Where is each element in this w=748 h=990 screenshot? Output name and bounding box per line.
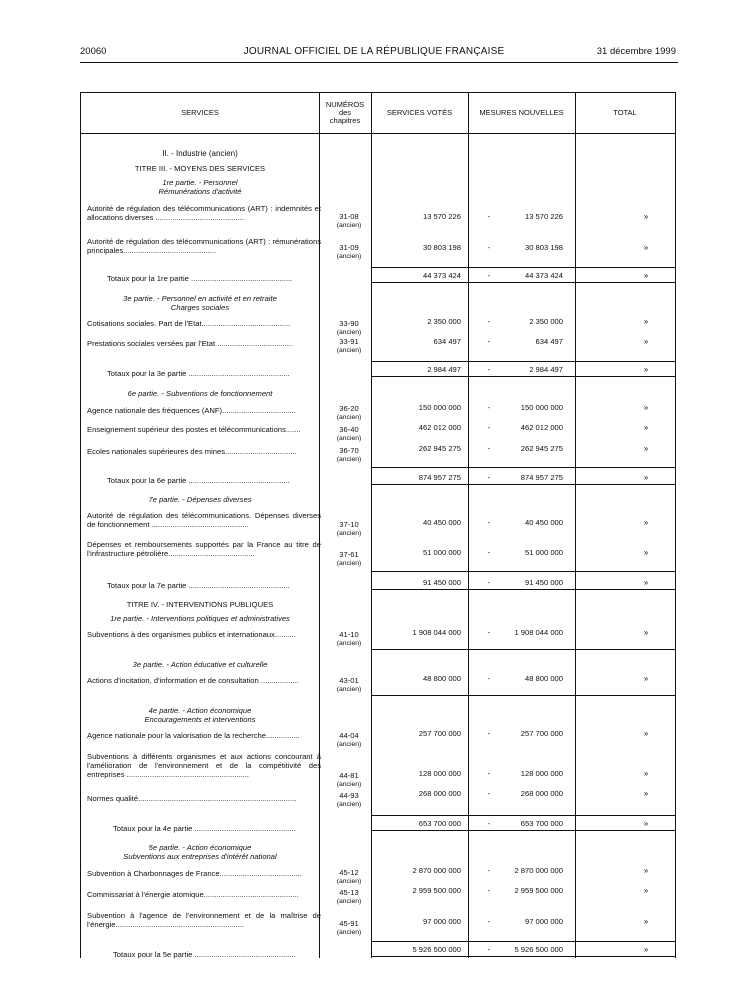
chapter-code: 45-12 [339, 868, 359, 877]
total-mark: » [643, 548, 649, 557]
col-header-mesures: MESURES NOUVELLES [479, 107, 564, 117]
services-votes-value: 2 350 000 [427, 317, 461, 326]
section-rule [371, 649, 675, 650]
total-rule [371, 956, 675, 957]
services-votes-value: 1 908 044 000 [412, 628, 461, 637]
services-votes-value: 51 000 000 [422, 548, 461, 557]
total-mark: » [643, 403, 649, 412]
row-label: Subvention à l'agence de l'environnement et de la maîtrise de l'énergie............................................................. [87, 911, 321, 929]
dash: - [487, 866, 491, 875]
chapter-number [327, 630, 371, 648]
row-label: Prestations sociales versées par l'Etat .................................... [87, 339, 294, 348]
header-rule [80, 62, 678, 63]
total-rule [371, 941, 675, 942]
chapter-note: (ancien) [336, 222, 362, 229]
total-label: Totaux pour la 6e partie ................................................ [107, 476, 290, 485]
row-label: Agence nationale pour la valorisation de la recherche................ [87, 731, 300, 740]
chapter-code: 37-61 [339, 550, 359, 559]
part-4-title: 4e partie. - Action économique [148, 706, 252, 715]
dash: - [487, 578, 491, 587]
total-votes-value: 44 373 424 [422, 271, 461, 280]
dash: - [487, 473, 491, 482]
total-mark: » [643, 674, 649, 683]
mesures-nouvelles-value: 1 908 044 000 [514, 628, 563, 637]
chapter-note: (ancien) [336, 781, 362, 788]
total-mark: » [643, 578, 649, 587]
total-rule [371, 282, 675, 283]
chapter-number [327, 919, 371, 937]
dash: - [487, 886, 491, 895]
chapter-number [327, 243, 371, 261]
part-5-subtitle: Subventions aux entreprises d'intérêt national [123, 852, 277, 861]
total-label: Totaux pour la 1re partie ................................................ [107, 274, 293, 283]
row-label: Ecoles nationales supérieures des mines.................................. [87, 447, 297, 456]
col-header-services: SERVICES [181, 107, 219, 117]
row-label: Agence nationale des fréquences (ANF)................................... [87, 406, 296, 415]
mesures-nouvelles-value: 2 350 000 [529, 317, 563, 326]
part-4-subtitle: Encouragements et interventions [144, 715, 256, 724]
chapter-code: 36-20 [339, 404, 359, 413]
total-mark: » [643, 473, 649, 482]
part-3-title: 3e partie. - Personnel en activité et en retraite [123, 294, 277, 303]
services-votes-value: 257 700 000 [418, 729, 461, 738]
part-6-title: 6e partie. - Subventions de fonctionnement [127, 389, 273, 398]
chapter-code: 33-90 [339, 319, 359, 328]
row-label: Cotisations sociales. Part de l'Etat.......................................... [87, 319, 291, 328]
total-rule [371, 467, 675, 468]
total-mark: » [643, 317, 649, 326]
chapter-note: (ancien) [336, 878, 362, 885]
total-mark: » [643, 423, 649, 432]
dash: - [487, 444, 491, 453]
mesures-nouvelles-value: 2 959 500 000 [514, 886, 563, 895]
section-rule [371, 695, 675, 696]
col-divider [371, 93, 372, 958]
dash: - [487, 548, 491, 557]
chapter-note: (ancien) [336, 801, 362, 808]
chapter-number [327, 550, 371, 568]
chapter-number [327, 520, 371, 538]
services-votes-value: 150 000 000 [418, 403, 461, 412]
row-label: Subventions à différents organismes et aux actions concourant à l'amélioration de l'environnement et de la compétitivité des entreprises .......................................................... [87, 752, 321, 779]
titre-4-heading: TITRE IV. - INTERVENTIONS PUBLIQUES [126, 600, 274, 609]
part-1-interventions-title: 1re partie. - Interventions politiques et administratives [110, 614, 290, 623]
total-rule [371, 484, 675, 485]
col-divider [575, 93, 576, 958]
total-mesures-value: 44 373 424 [524, 271, 563, 280]
services-votes-value: 262 945 275 [418, 444, 461, 453]
chapter-number [327, 425, 371, 443]
chapter-code: 45-91 [339, 919, 359, 928]
titre-3-heading: TITRE III. - MOYENS DES SERVICES [134, 164, 266, 173]
services-votes-value: 2 870 000 000 [412, 866, 461, 875]
services-votes-value: 2 959 500 000 [412, 886, 461, 895]
total-mark: » [643, 212, 649, 221]
total-votes-value: 874 957 275 [418, 473, 461, 482]
row-label: Subventions à des organismes publics et internationaux.......... [87, 630, 296, 639]
dash: - [487, 212, 491, 221]
total-mark: » [643, 945, 649, 954]
dash: - [487, 403, 491, 412]
dash: - [487, 945, 491, 954]
part-7-title: 7e partie. - Dépenses diverses [148, 495, 252, 504]
chapter-note: (ancien) [336, 329, 362, 336]
dash: - [487, 337, 491, 346]
col-header-numeros [319, 93, 371, 133]
total-mark: » [643, 917, 649, 926]
issue-date: 31 décembre 1999 [596, 46, 676, 57]
total-mark: » [643, 518, 649, 527]
mesures-nouvelles-value: 97 000 000 [524, 917, 563, 926]
total-mesures-value: 874 957 275 [520, 473, 563, 482]
chapter-code: 31-09 [339, 243, 359, 252]
row-label: Normes qualité........................................................................... [87, 794, 297, 803]
row-label: Subvention à Charbonnages de France....................................... [87, 869, 302, 878]
part-5-title: 5e partie. - Action économique [148, 843, 252, 852]
total-mesures-value: 2 984 497 [529, 365, 563, 374]
services-votes-value: 40 450 000 [422, 518, 461, 527]
total-votes-value: 91 450 000 [422, 578, 461, 587]
dash: - [487, 271, 491, 280]
total-rule [371, 815, 675, 816]
mesures-nouvelles-value: 150 000 000 [520, 403, 563, 412]
chapter-code: 31-08 [339, 212, 359, 221]
total-rule [371, 830, 675, 831]
chapter-code: 45-13 [339, 888, 359, 897]
total-rule [371, 376, 675, 377]
row-label: Autorité de régulation des télécommunications. Dépenses diverses de fonctionnement .............................................. [87, 511, 321, 529]
dash: - [487, 729, 491, 738]
chapter-code: 44-93 [339, 791, 359, 800]
total-mark: » [643, 271, 649, 280]
chapter-code: 43-01 [339, 676, 359, 685]
total-rule [371, 267, 675, 268]
chapter-number [327, 337, 371, 355]
total-votes-value: 5 926 500 000 [412, 945, 461, 954]
row-label: Autorité de régulation des télécommunications (ART) : indemnités et allocations diverses .......................................... [87, 204, 321, 222]
services-votes-value: 634 497 [433, 337, 461, 346]
total-label: Totaux pour la 7e partie ................................................ [107, 581, 290, 590]
dash: - [487, 819, 491, 828]
dash: - [487, 674, 491, 683]
total-mark: » [643, 866, 649, 875]
row-label: Enseignement supérieur des postes et télécommunications....... [87, 425, 301, 434]
row-label: Actions d'incitation, d'information et de consultation .................. [87, 676, 299, 685]
header-bottom-rule [81, 133, 675, 134]
budget-table [80, 92, 676, 958]
total-mark: » [643, 444, 649, 453]
total-rule [371, 571, 675, 572]
col-header-numeros-l3: chapitres [329, 116, 361, 126]
chapter-number [327, 731, 371, 749]
mesures-nouvelles-value: 128 000 000 [520, 769, 563, 778]
chapter-number [327, 446, 371, 464]
total-mark: » [643, 769, 649, 778]
dash: - [487, 365, 491, 374]
chapter-note: (ancien) [336, 686, 362, 693]
mesures-nouvelles-value: 262 945 275 [520, 444, 563, 453]
chapter-note: (ancien) [336, 560, 362, 567]
dash: - [487, 518, 491, 527]
part-3-action-title: 3e partie. - Action éducative et culturelle [132, 660, 268, 669]
total-mesures-value: 91 450 000 [524, 578, 563, 587]
services-votes-value: 128 000 000 [418, 769, 461, 778]
col-header-total: TOTAL [613, 107, 637, 117]
chapter-number [327, 888, 371, 906]
mesures-nouvelles-value: 634 497 [535, 337, 563, 346]
total-rule [371, 361, 675, 362]
mesures-nouvelles-value: 462 012 000 [520, 423, 563, 432]
total-mesures-value: 653 700 000 [520, 819, 563, 828]
col-divider [468, 93, 469, 958]
dash: - [487, 243, 491, 252]
chapter-code: 36-40 [339, 425, 359, 434]
chapter-code: 33-91 [339, 337, 359, 346]
part-3-subtitle: Charges sociales [170, 303, 230, 312]
total-mesures-value: 5 926 500 000 [514, 945, 563, 954]
dash: - [487, 917, 491, 926]
services-votes-value: 97 000 000 [422, 917, 461, 926]
dash: - [487, 789, 491, 798]
mesures-nouvelles-value: 257 700 000 [520, 729, 563, 738]
col-header-numeros-l1: NUMÉROS [325, 99, 365, 109]
row-label: Commissariat à l'énergie atomique............................................. [87, 890, 299, 899]
chapter-note: (ancien) [336, 456, 362, 463]
chapter-number [327, 771, 371, 789]
mesures-nouvelles-value: 40 450 000 [524, 518, 563, 527]
chapter-number [327, 868, 371, 886]
mesures-nouvelles-value: 13 570 226 [524, 212, 563, 221]
col-header-votes: SERVICES VOTÉS [386, 107, 453, 117]
total-label: Totaux pour la 3e partie ................................................ [107, 369, 290, 378]
section-title: II. - Industrie (ancien) [162, 149, 238, 158]
total-mark: » [643, 243, 649, 252]
chapter-note: (ancien) [336, 414, 362, 421]
mesures-nouvelles-value: 2 870 000 000 [514, 866, 563, 875]
row-label: Autorité de régulation des télécommunications (ART) : rémunérations principales............................................ [87, 237, 321, 255]
part-1-title: 1re partie. - Personnel [162, 178, 238, 187]
total-rule [371, 589, 675, 590]
total-votes-value: 2 984 497 [427, 365, 461, 374]
dash: - [487, 423, 491, 432]
chapter-code: 44-81 [339, 771, 359, 780]
part-1-subtitle: Rémunérations d'activité [158, 187, 242, 196]
total-mark: » [643, 789, 649, 798]
dash: - [487, 317, 491, 326]
journal-title: JOURNAL OFFICIEL DE LA RÉPUBLIQUE FRANÇAISE [243, 46, 505, 57]
total-mark: » [643, 729, 649, 738]
chapter-code: 41-10 [339, 630, 359, 639]
total-mark: » [643, 337, 649, 346]
chapter-number [327, 212, 371, 230]
total-mark: » [643, 628, 649, 637]
col-header-numeros-l2: des [338, 107, 352, 117]
total-label: Totaux pour la 5e partie ................................................ [113, 950, 296, 959]
chapter-number [327, 319, 371, 337]
mesures-nouvelles-value: 30 803 198 [524, 243, 563, 252]
total-label: Totaux pour la 4e partie ................................................ [113, 824, 296, 833]
chapter-note: (ancien) [336, 435, 362, 442]
dash: - [487, 769, 491, 778]
chapter-note: (ancien) [336, 253, 362, 260]
chapter-code: 36-70 [339, 446, 359, 455]
mesures-nouvelles-value: 268 000 000 [520, 789, 563, 798]
total-mark: » [643, 886, 649, 895]
chapter-note: (ancien) [336, 898, 362, 905]
chapter-note: (ancien) [336, 530, 362, 537]
mesures-nouvelles-value: 51 000 000 [524, 548, 563, 557]
chapter-code: 37-10 [339, 520, 359, 529]
services-votes-value: 268 000 000 [418, 789, 461, 798]
page-number: 20060 [80, 46, 107, 57]
chapter-number [327, 791, 371, 809]
services-votes-value: 462 012 000 [418, 423, 461, 432]
total-votes-value: 653 700 000 [418, 819, 461, 828]
chapter-number [327, 676, 371, 694]
services-votes-value: 30 803 198 [422, 243, 461, 252]
chapter-number [327, 404, 371, 422]
chapter-note: (ancien) [336, 741, 362, 748]
total-mark: » [643, 819, 649, 828]
mesures-nouvelles-value: 48 800 000 [524, 674, 563, 683]
dash: - [487, 628, 491, 637]
chapter-note: (ancien) [336, 347, 362, 354]
total-mark: » [643, 365, 649, 374]
services-votes-value: 48 800 000 [422, 674, 461, 683]
services-votes-value: 13 570 226 [422, 212, 461, 221]
chapter-note: (ancien) [336, 929, 362, 936]
row-label: Dépenses et remboursements supportés par la France au titre de l'infrastructure pétrolière......................................... [87, 540, 321, 558]
chapter-note: (ancien) [336, 640, 362, 647]
chapter-code: 44-04 [339, 731, 359, 740]
